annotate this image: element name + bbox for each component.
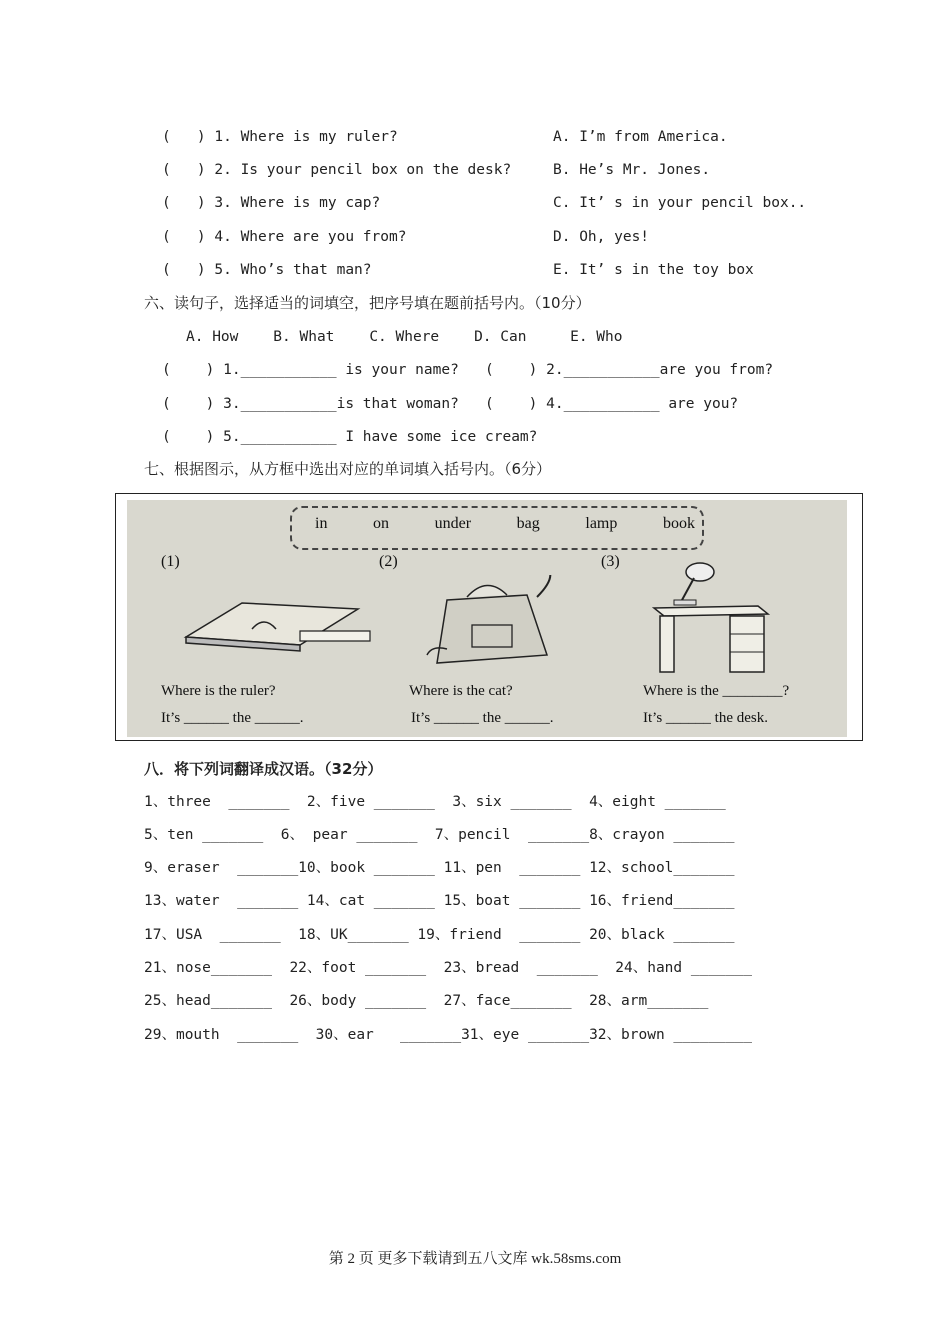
question-4: ( ) 4. Where are you from? xyxy=(162,229,407,245)
question-3: ( ) 3. Where is my cap? xyxy=(162,195,381,211)
answer-a: A. I’m from America. xyxy=(553,129,728,145)
page-footer: 第 2 页 更多下载请到五八文库 wk.58sms.com xyxy=(328,1251,622,1267)
section6-row-2: ( ) 3.___________is that woman? ( ) 4.___________ are you? xyxy=(162,396,739,412)
section8-row-7: 25、head_______ 26、body _______ 27、face_______ 28、arm_______ xyxy=(144,993,709,1009)
answer-d: D. Oh, yes! xyxy=(553,229,650,245)
word-bag: bag xyxy=(516,515,540,532)
picture-question-1: Where is the ruler? xyxy=(161,683,276,699)
word-lamp: lamp xyxy=(585,515,618,532)
desk-with-lamp-drawing xyxy=(652,560,792,675)
section7-heading: 七、根据图示，从方框中选出对应的单词填入括号内。（6分） xyxy=(144,460,552,478)
picture-answer-2: It’s ______ the ______. xyxy=(411,710,554,726)
picture-question-2: Where is the cat? xyxy=(409,683,513,699)
word-under: under xyxy=(434,515,472,532)
section8-row-4: 13、water _______ 14、cat _______ 15、boat _______ 16、friend_______ xyxy=(144,893,735,909)
section6-row-1: ( ) 1.___________ is your name? ( ) 2.___________are you from? xyxy=(162,362,774,378)
picture-label-2: (2) xyxy=(379,553,398,570)
answer-c: C. It’ s in your pencil box.. xyxy=(553,195,807,211)
word-on: on xyxy=(373,515,390,532)
section8-row-3: 9、eraser _______10、book _______ 11、pen _______ 12、school_______ xyxy=(144,860,735,876)
section6-row-3: ( ) 5.___________ I have some ice cream? xyxy=(162,429,538,445)
word-in: in xyxy=(315,515,328,532)
word-list xyxy=(315,515,695,533)
picture-question-3: Where is the ________? xyxy=(643,683,790,699)
section8-row-2: 5、ten _______ 6、 pear _______ 7、pencil _______8、crayon _______ xyxy=(144,827,735,843)
question-2: ( ) 2. Is your pencil box on the desk? xyxy=(162,162,512,178)
answer-e: E. It’ s in the toy box xyxy=(553,262,754,278)
picture-answer-1: It’s ______ the ______. xyxy=(161,710,304,726)
question-1: ( ) 1. Where is my ruler? xyxy=(162,129,398,145)
section8-row-1: 1、three _______ 2、five _______ 3、six _______ 4、eight _______ xyxy=(144,794,726,810)
section8-row-6: 21、nose_______ 22、foot _______ 23、bread _______ 24、hand _______ xyxy=(144,960,752,976)
book-on-ruler-drawing xyxy=(182,595,372,655)
picture-label-3: (3) xyxy=(601,553,620,570)
picture-label-1: (1) xyxy=(161,553,180,570)
answer-b: B. He’s Mr. Jones. xyxy=(553,162,711,178)
picture-panel xyxy=(127,500,847,737)
section8-row-5: 17、USA _______ 18、UK_______ 19、friend _______ 20、black _______ xyxy=(144,927,735,943)
picture-answer-3: It’s ______ the desk. xyxy=(643,710,768,726)
question-5: ( ) 5. Who’s that man? xyxy=(162,262,372,278)
section6-options: A. How B. What C. Where D. Can E. Who xyxy=(186,329,623,345)
section8-heading: 八．将下列词翻译成汉语。（32分） xyxy=(144,760,383,778)
section6-heading: 六、读句子，选择适当的词填空，把序号填在题前括号内。（10分） xyxy=(144,294,591,312)
section8-row-8: 29、mouth _______ 30、ear _______31、eye _______32、brown _________ xyxy=(144,1027,752,1043)
bag-with-cat-drawing xyxy=(417,575,567,670)
word-book: book xyxy=(662,515,695,532)
